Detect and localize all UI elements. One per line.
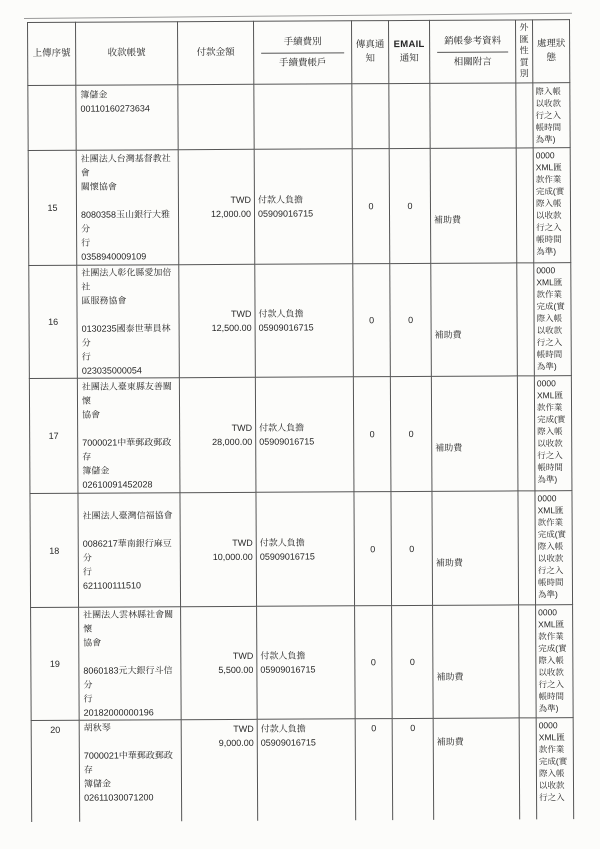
cell-fee	[257, 719, 356, 821]
scan-artifact-line	[24, 13, 572, 19]
email-flag: 0	[408, 428, 414, 440]
upload-seq: 20	[50, 724, 61, 735]
email-flag: 0	[407, 200, 413, 212]
payee-account-text: 社團法人彰化縣愛加倍社 區服務協會 0130235國泰世華員林分 行 023035000054	[81, 267, 172, 376]
column-header-amount	[178, 21, 254, 84]
cell-reference	[433, 605, 520, 718]
payment-batch-table-wrap	[27, 19, 574, 821]
cell-email-notify	[389, 148, 431, 263]
cell-fee	[254, 84, 352, 150]
cell-payee-account	[77, 265, 180, 379]
cell-payee-account	[76, 85, 178, 151]
payee-account-text: 社團法人雲林縣社會關懷 協會 8060183元大銀行斗信分 行 20182000000196	[83, 609, 174, 718]
cell-amount	[181, 606, 258, 719]
table-row-carryover	[28, 83, 570, 151]
header-label-notify: 通知	[399, 52, 419, 65]
status-text: 0000 XML匯 款作業 完成(實 際入帳 以收款 行之入 帳時間 為準)	[538, 607, 567, 714]
column-header-forex-type	[515, 20, 532, 83]
cell-forex-type	[517, 376, 535, 491]
cell-email-notify	[392, 718, 434, 819]
cell-upload-seq	[30, 493, 79, 607]
cell-email-notify	[389, 83, 430, 148]
remark-text: 補助費	[434, 214, 462, 225]
status-text: 0000 XML匯 款作業 完成(實 際入帳 以收款 行之入 帳時間 為準)	[536, 265, 565, 372]
table-row-20	[31, 718, 574, 822]
header-label: 傳真通 知	[355, 39, 385, 65]
cell-fee	[255, 377, 354, 493]
cell-forex-type	[519, 718, 537, 819]
upload-seq: 16	[48, 316, 59, 327]
cell-forex-type	[516, 83, 533, 148]
fax-flag: 0	[368, 201, 374, 212]
remark-text: 補助費	[436, 736, 464, 747]
payee-account-text: 社團法人臺灣信福協會 0086217華南銀行麻豆分 行 621100111510	[82, 509, 173, 591]
header-label: 外 匯 性 質 別	[519, 22, 529, 79]
payee-account-text: 社團法人臺東縣友善關懷 協會 7000021中華郵政郵政存 簿儲金 02610091452028	[81, 381, 172, 490]
header-label: 上傳序號	[32, 47, 71, 59]
fax-flag: 0	[370, 657, 376, 668]
cell-upload-seq	[31, 607, 80, 720]
fee-text: 付款人負擔 05909016715	[259, 537, 315, 562]
fee-text: 付款人負擔 05909016715	[260, 650, 316, 675]
cell-upload-seq	[29, 378, 78, 493]
cell-reference	[430, 148, 517, 263]
cell-fax-notify	[355, 606, 393, 719]
header-label-ref: 銷帳參考資料	[437, 32, 508, 52]
cell-amount	[179, 377, 256, 492]
cell-reference	[431, 376, 518, 491]
cell-reference	[430, 83, 516, 148]
cell-forex-type	[517, 263, 535, 376]
cell-forex-type	[516, 148, 534, 263]
cell-forex-type	[518, 491, 536, 605]
cell-fax-notify	[352, 149, 390, 264]
cell-status	[533, 148, 571, 263]
payee-account-text: 簿儲金 00110160273634	[80, 89, 150, 114]
column-header-reference	[429, 20, 515, 83]
header-label-email: EMAIL	[393, 38, 425, 51]
status-text: 0000 XML匯 款作業 完成(實 際入帳 以收款 行之入 帳時間 為準)	[537, 493, 567, 600]
fee-text: 付款人負擔 05909016715	[260, 723, 316, 748]
email-flag: 0	[408, 314, 414, 326]
column-header-email-notify	[388, 20, 429, 83]
cell-upload-seq	[28, 85, 76, 150]
remark-text: 補助費	[435, 442, 463, 453]
column-header-status	[532, 20, 569, 83]
email-flag: 0	[409, 543, 415, 554]
amount-text: TWD 5,500.00	[218, 650, 254, 676]
header-label: 收款帳號	[107, 47, 146, 59]
header-label-remark: 相關附言	[453, 56, 492, 68]
cell-amount	[178, 149, 255, 264]
table-row-16	[29, 263, 572, 379]
amount-text: TWD 9,000.00	[218, 723, 254, 749]
cell-upload-seq	[28, 150, 77, 265]
upload-seq: 19	[49, 658, 60, 669]
cell-status	[536, 718, 574, 819]
cell-payee-account	[77, 378, 180, 494]
cell-amount	[178, 84, 254, 149]
fax-flag: 0	[371, 723, 377, 734]
cell-fax-notify	[355, 719, 393, 820]
cell-status	[534, 376, 572, 491]
column-header-upload-seq	[28, 22, 76, 85]
header-label: 處理狀 態	[536, 38, 566, 64]
status-text: 0000 XML匯 款作業 完成(實 際入帳 以收款 行之入 帳時間 為準)	[536, 378, 566, 485]
cell-status	[536, 605, 574, 718]
column-header-fee	[253, 21, 351, 85]
cell-fax-notify	[354, 492, 392, 606]
remark-text: 補助費	[436, 671, 464, 682]
cell-email-notify	[391, 491, 433, 605]
column-header-payee-account	[76, 22, 178, 86]
fee-text: 付款人負擔 05909016715	[258, 308, 314, 333]
cell-amount	[180, 492, 257, 606]
amount-text: TWD 12,000.00	[210, 194, 252, 220]
table-row-19	[31, 605, 574, 721]
fax-flag: 0	[369, 429, 375, 440]
cell-reference	[433, 718, 520, 819]
cell-email-notify	[390, 263, 432, 376]
cell-payee-account	[79, 607, 182, 721]
cell-fee	[256, 492, 355, 607]
payment-batch-table	[27, 19, 574, 821]
header-row	[28, 20, 570, 86]
cell-payee-account	[79, 720, 182, 822]
table-row-18	[30, 491, 573, 608]
fax-flag: 0	[370, 543, 376, 554]
cell-fee	[254, 149, 353, 265]
fee-text: 付款人負擔 05909016715	[259, 422, 315, 447]
cell-email-notify	[392, 605, 434, 718]
cell-fee	[255, 264, 354, 378]
upload-seq: 18	[49, 545, 60, 556]
cell-status	[534, 263, 572, 376]
cell-amount	[181, 719, 258, 820]
upload-seq: 17	[48, 430, 59, 441]
status-text: 0000 XML匯 款作業 完成(實 際入帳 以收款 行之入 帳時間 為準)	[535, 150, 565, 257]
remark-text: 補助費	[434, 329, 462, 340]
table-row-15	[28, 148, 571, 266]
upload-seq: 15	[47, 202, 58, 213]
amount-text: TWD 28,000.00	[212, 422, 253, 448]
cell-email-notify	[390, 376, 432, 491]
cell-fax-notify	[353, 264, 391, 377]
cell-upload-seq	[29, 265, 78, 378]
cell-amount	[179, 264, 256, 377]
cell-fax-notify	[353, 377, 391, 492]
cell-payee-account	[78, 493, 181, 608]
cell-status	[533, 83, 570, 148]
cell-fax-notify	[352, 84, 389, 149]
cell-fee	[257, 606, 356, 720]
fax-flag: 0	[369, 315, 375, 326]
cell-forex-type	[519, 605, 537, 718]
remark-text: 補助費	[435, 557, 463, 568]
cell-upload-seq	[31, 720, 80, 821]
cell-reference	[432, 491, 519, 605]
status-text: 際入帳 以收款 行之入 帳時間 為準)	[535, 86, 562, 145]
status-text: 0000 XML匯 款作業 完成(實 際入帳 以收款 行之入	[538, 720, 568, 803]
amount-text: TWD 12,500.00	[211, 308, 252, 334]
fee-text: 付款人負擔 05909016715	[257, 194, 314, 219]
amount-text: TWD 10,000.00	[212, 537, 253, 562]
payee-account-text: 社團法人台灣基督教社會 關懷協會 8080358玉山銀行大雅分 行 0358940009109	[80, 153, 171, 262]
table-row-17	[29, 376, 572, 494]
payee-account-text: 胡秋琴 7000021中華郵政郵政存 簿儲金 02611030071200	[83, 722, 173, 803]
cell-status	[535, 491, 573, 605]
email-flag: 0	[409, 656, 415, 668]
header-label-fee-account: 手續費帳戶	[278, 57, 327, 69]
email-flag: 0	[410, 722, 416, 734]
column-header-fax-notify	[351, 21, 388, 84]
cell-payee-account	[76, 150, 179, 266]
header-label-fee-type: 手續費別	[261, 33, 344, 53]
header-label: 付款金額	[196, 46, 235, 59]
cell-reference	[431, 263, 518, 376]
